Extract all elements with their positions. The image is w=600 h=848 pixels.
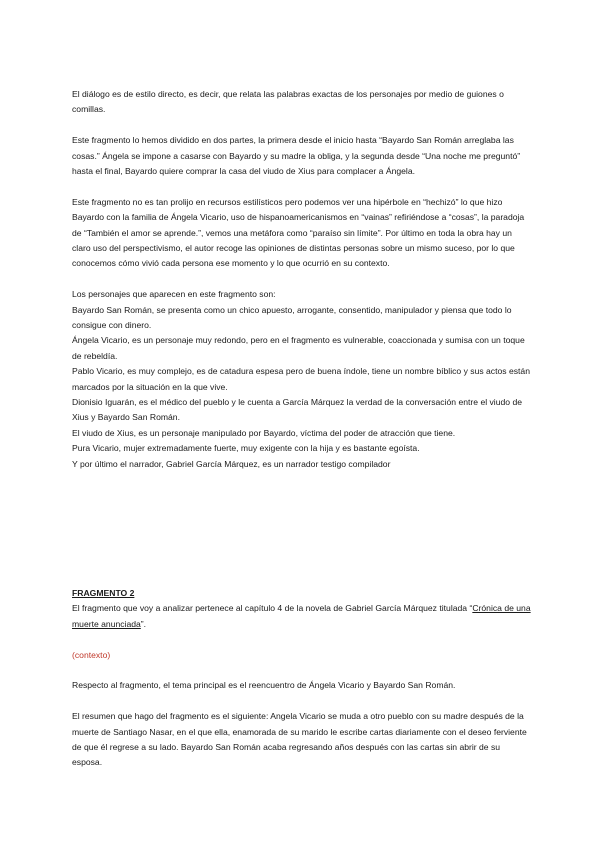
characters-intro: Los personajes que aparecen en este fragmento son: <box>72 289 276 300</box>
context-placeholder: (contexto) <box>72 649 111 660</box>
character-narrator: Y por último el narrador, Gabriel García Márquez, es un narrador testigo compilador <box>72 458 391 469</box>
section-fragment-2 <box>72 586 532 771</box>
paragraph-theme: Respecto al fragmento, el tema principal es el reencuentro de Ángela Vicario y Bayardo San Román. <box>72 680 456 691</box>
paragraph-dialogue-style: El diálogo es de estilo directo, es decir, que relata las palabras exactas de los personajes por medio de guiones o comillas. <box>72 89 504 115</box>
character-angela: Ángela Vicario, es un personaje muy redondo, pero en el fragmento es vulnerable, coaccionada y sumisa con un toque de rebeldía. <box>72 335 525 361</box>
paragraph-fragment-2-intro <box>72 601 532 632</box>
intro-text-after: ”. <box>140 618 147 629</box>
book-title: Crónica de una muerte anunciada <box>72 603 531 629</box>
character-bayardo: Bayardo San Román, se presenta como un chico apuesto, arrogante, consentido, manipulador y piensa que todo lo consigue con dinero. <box>72 304 512 331</box>
paragraph-structure: Este fragmento lo hemos dividido en dos partes, la primera desde el inicio hasta “Bayardo San Román arreglaba las cosas.” Ángela se impone a casarse con Bayardo y su madre la obliga, y la segunda desde “Una noche me preguntó” hasta el final, Bayardo quiere comprar la casa del viudo de Xius para complacer a Ángela. <box>72 135 521 177</box>
paragraph-stylistic-resources: Este fragmento no es tan prolijo en recursos estilísticos pero podemos ver una hipérbole en “hechizó” lo que hizo Bayardo con la familia de Ángela Vicario, uso de hispanoamericanismos en “vainas” refiriéndose a “cosas”, la paradoja de “También el amor se aprende.”, vemos una metáfora como “paraíso sin límite”. Por último en toda la obra hay un claro uso del perspectivismo, el autor recoge las opiniones de distintas personas sobre un mismo suceso, por lo que conocemos cómo vivió cada persona ese momento y lo que ocurrió en su contexto. <box>72 196 525 269</box>
fragment-2-heading: FRAGMENTO 2 <box>72 588 135 598</box>
section-analysis-fragment-1 <box>72 87 532 472</box>
character-pablo: Pablo Vicario, es muy complejo, es de catadura espesa pero de buena índole, tiene un nombre bíblico y sus actos están marcados por la situación en la que vive. <box>72 366 530 392</box>
paragraph-summary: El resumen que hago del fragmento es el siguiente: Angela Vicario se muda a otro pueblo con su madre después de la muerte de Santiago Nasar, en el que ella, enamorada de su marido le escribe cartas diariamente con el deseo ferviente de que él regrese a su lado. Bayardo San Román acaba regresando años después con las cartas sin abrir de su esposa. <box>72 711 527 768</box>
character-dionisio: Dionisio Iguarán, es el médico del pueblo y le cuenta a García Márquez la verdad de la conversación entre el viudo de Xius y Bayardo San Román. <box>72 397 523 423</box>
intro-text-before: El fragmento que voy a analizar pertenece al capítulo 4 de la novela de Gabriel García Márquez titulada “ <box>72 603 473 614</box>
character-pura: Pura Vicario, mujer extremadamente fuerte, muy exigente con la hija y es bastante egoísta. <box>72 443 420 454</box>
character-viudo-xius: El viudo de Xius, es un personaje manipulado por Bayardo, víctima del poder de atracción que tiene. <box>72 427 456 438</box>
